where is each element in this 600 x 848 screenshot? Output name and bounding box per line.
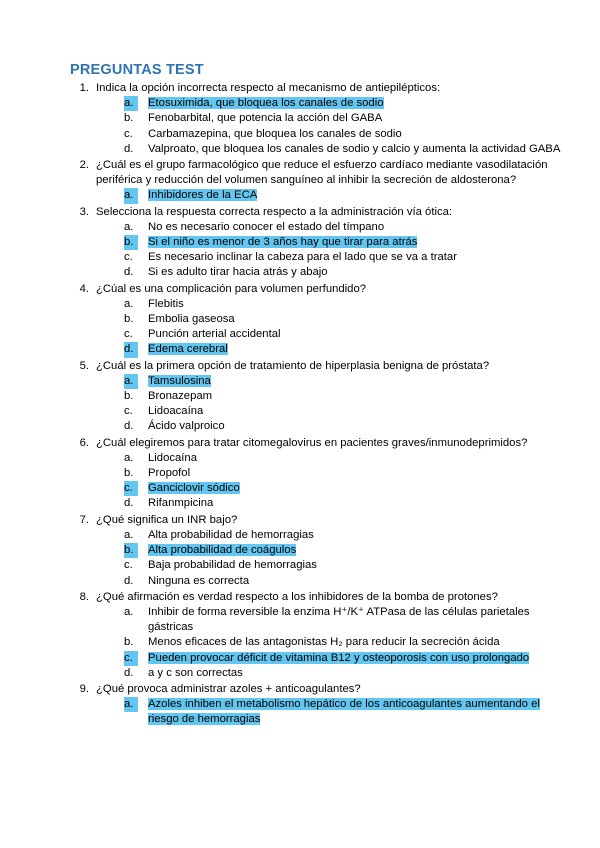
answer-text: Lidocaína	[148, 451, 197, 464]
answer-text: Lidoacaína	[148, 405, 204, 418]
question-text: ¿Cuál es la primera opción de tratamiento de hiperplasia benigna de próstata?	[96, 359, 490, 372]
question-item	[70, 205, 562, 281]
question-item	[70, 590, 562, 681]
answer-item[interactable]	[124, 605, 562, 635]
answer-text: Flebitis	[148, 297, 184, 310]
question-item	[70, 81, 562, 157]
answer-text: Bronazepam	[148, 390, 213, 403]
question-text: ¿Cúal es una complicación para volumen perfundido?	[96, 282, 367, 295]
question-item	[70, 682, 562, 728]
answer-list	[96, 605, 562, 681]
question-list	[70, 81, 562, 728]
answer-item[interactable]	[124, 96, 562, 111]
answer-item[interactable]	[124, 265, 562, 280]
question-item	[70, 282, 562, 358]
answer-text: Ninguna es correcta	[148, 574, 250, 587]
answer-item[interactable]	[124, 188, 562, 203]
answer-item[interactable]	[124, 558, 562, 573]
answer-text: Azoles inhiben el metabolismo hepático de los anticoagulantes aumentando el riesgo de hemorragias	[148, 698, 540, 726]
answer-item[interactable]	[124, 543, 562, 558]
question-text: ¿Qué afirmación es verdad respecto a los inhibidores de la bomba de protones?	[96, 590, 498, 603]
answer-text: Pueden provocar déficit de vitamina B12 y osteoporosis con uso prolongado	[148, 651, 530, 664]
answer-text: Si el niño es menor de 3 años hay que tirar para atrás	[148, 236, 418, 249]
answer-text: No es necesario conocer el estado del tímpano	[148, 220, 385, 233]
answer-item[interactable]	[124, 466, 562, 481]
answer-text: Tamsulosina	[148, 374, 211, 387]
answer-item[interactable]	[124, 451, 562, 466]
answer-list	[96, 374, 562, 435]
answer-text: Es necesario inclinar la cabeza para el lado que se va a tratar	[148, 251, 457, 264]
answer-text: Propofol	[148, 467, 191, 480]
question-text: ¿Qué significa un INR bajo?	[96, 513, 238, 526]
answer-list	[96, 220, 562, 281]
answer-text: Inhibidores de la ECA	[148, 189, 258, 202]
question-item	[70, 513, 562, 589]
answer-text: Alta probabilidad de coágulos	[148, 544, 297, 557]
question-item	[70, 158, 562, 204]
answer-item[interactable]	[124, 651, 562, 666]
answer-text: Punción arterial accidental	[148, 328, 281, 341]
answer-item[interactable]	[124, 250, 562, 265]
page-title: PREGUNTAS TEST	[70, 62, 204, 78]
answer-text: Ganciclovir sódico	[148, 482, 240, 495]
answer-item[interactable]	[124, 574, 562, 589]
question-text: ¿Cuál elegiremos para tratar citomegalovirus en pacientes graves/inmunodeprimidos?	[96, 436, 528, 449]
answer-item[interactable]	[124, 697, 562, 727]
answer-item[interactable]	[124, 528, 562, 543]
answer-item[interactable]	[124, 419, 562, 434]
answer-list	[96, 96, 562, 157]
question-text: Selecciona la respuesta correcta respecto a la administración vía ótica:	[96, 205, 453, 218]
answer-item[interactable]	[124, 481, 562, 496]
answer-item[interactable]	[124, 404, 562, 419]
answer-text: Rifanmpicina	[148, 497, 214, 510]
answer-text: Ácido valproico	[148, 420, 225, 433]
answer-list	[96, 188, 562, 203]
answer-list	[96, 697, 562, 727]
answer-text: Carbamazepina, que bloquea los canales de sodio	[148, 127, 402, 140]
answer-list	[96, 528, 562, 589]
answer-item[interactable]	[124, 297, 562, 312]
question-text: ¿Qué provoca administrar azoles + anticoagulantes?	[96, 682, 361, 695]
answer-text: Etosuximida, que bloquea los canales de sodio	[148, 97, 384, 110]
answer-text: Embolia gaseosa	[148, 313, 235, 326]
answer-list	[96, 297, 562, 358]
answer-item[interactable]	[124, 635, 562, 650]
answer-item[interactable]	[124, 111, 562, 126]
answer-item[interactable]	[124, 342, 562, 357]
answer-text: a y c son correctas	[148, 666, 243, 679]
answer-item[interactable]	[124, 389, 562, 404]
answer-text: Si es adulto tirar hacia atrás y abajo	[148, 266, 328, 279]
answer-item[interactable]	[124, 235, 562, 250]
question-item	[70, 436, 562, 512]
answer-text: Inhibir de forma reversible la enzima H⁺/K⁺ ATPasa de las células parietales gástricas	[148, 605, 530, 634]
answer-item[interactable]	[124, 666, 562, 681]
answer-item[interactable]	[124, 496, 562, 511]
answer-item[interactable]	[124, 374, 562, 389]
answer-item[interactable]	[124, 220, 562, 235]
answer-item[interactable]	[124, 327, 562, 342]
answer-item[interactable]	[124, 127, 562, 142]
answer-text: Baja probabilidad de hemorragias	[148, 559, 317, 572]
answer-text: Menos eficaces de las antagonistas H₂ para reducir la secreción ácida	[148, 636, 500, 649]
answer-item[interactable]	[124, 312, 562, 327]
answer-text: Fenobarbital, que potencia la acción del GABA	[148, 112, 383, 125]
answer-text: Alta probabilidad de hemorragias	[148, 528, 314, 541]
answer-text: Edema cerebral	[148, 343, 228, 356]
question-text: ¿Cuál es el grupo farmacológico que reduce el esfuerzo cardíaco mediante vasodilatación periférica y reducción del volumen sanguíneo al inhibir la secreción de aldosterona?	[96, 159, 548, 187]
answer-list	[96, 451, 562, 512]
question-text: Indica la opción incorrecta respecto al mecanismo de antiepilépticos:	[96, 82, 441, 94]
answer-item[interactable]	[124, 142, 562, 157]
question-item	[70, 359, 562, 435]
answer-text: Valproato, que bloquea los canales de sodio y calcio y aumenta la actividad GABA	[148, 142, 561, 155]
